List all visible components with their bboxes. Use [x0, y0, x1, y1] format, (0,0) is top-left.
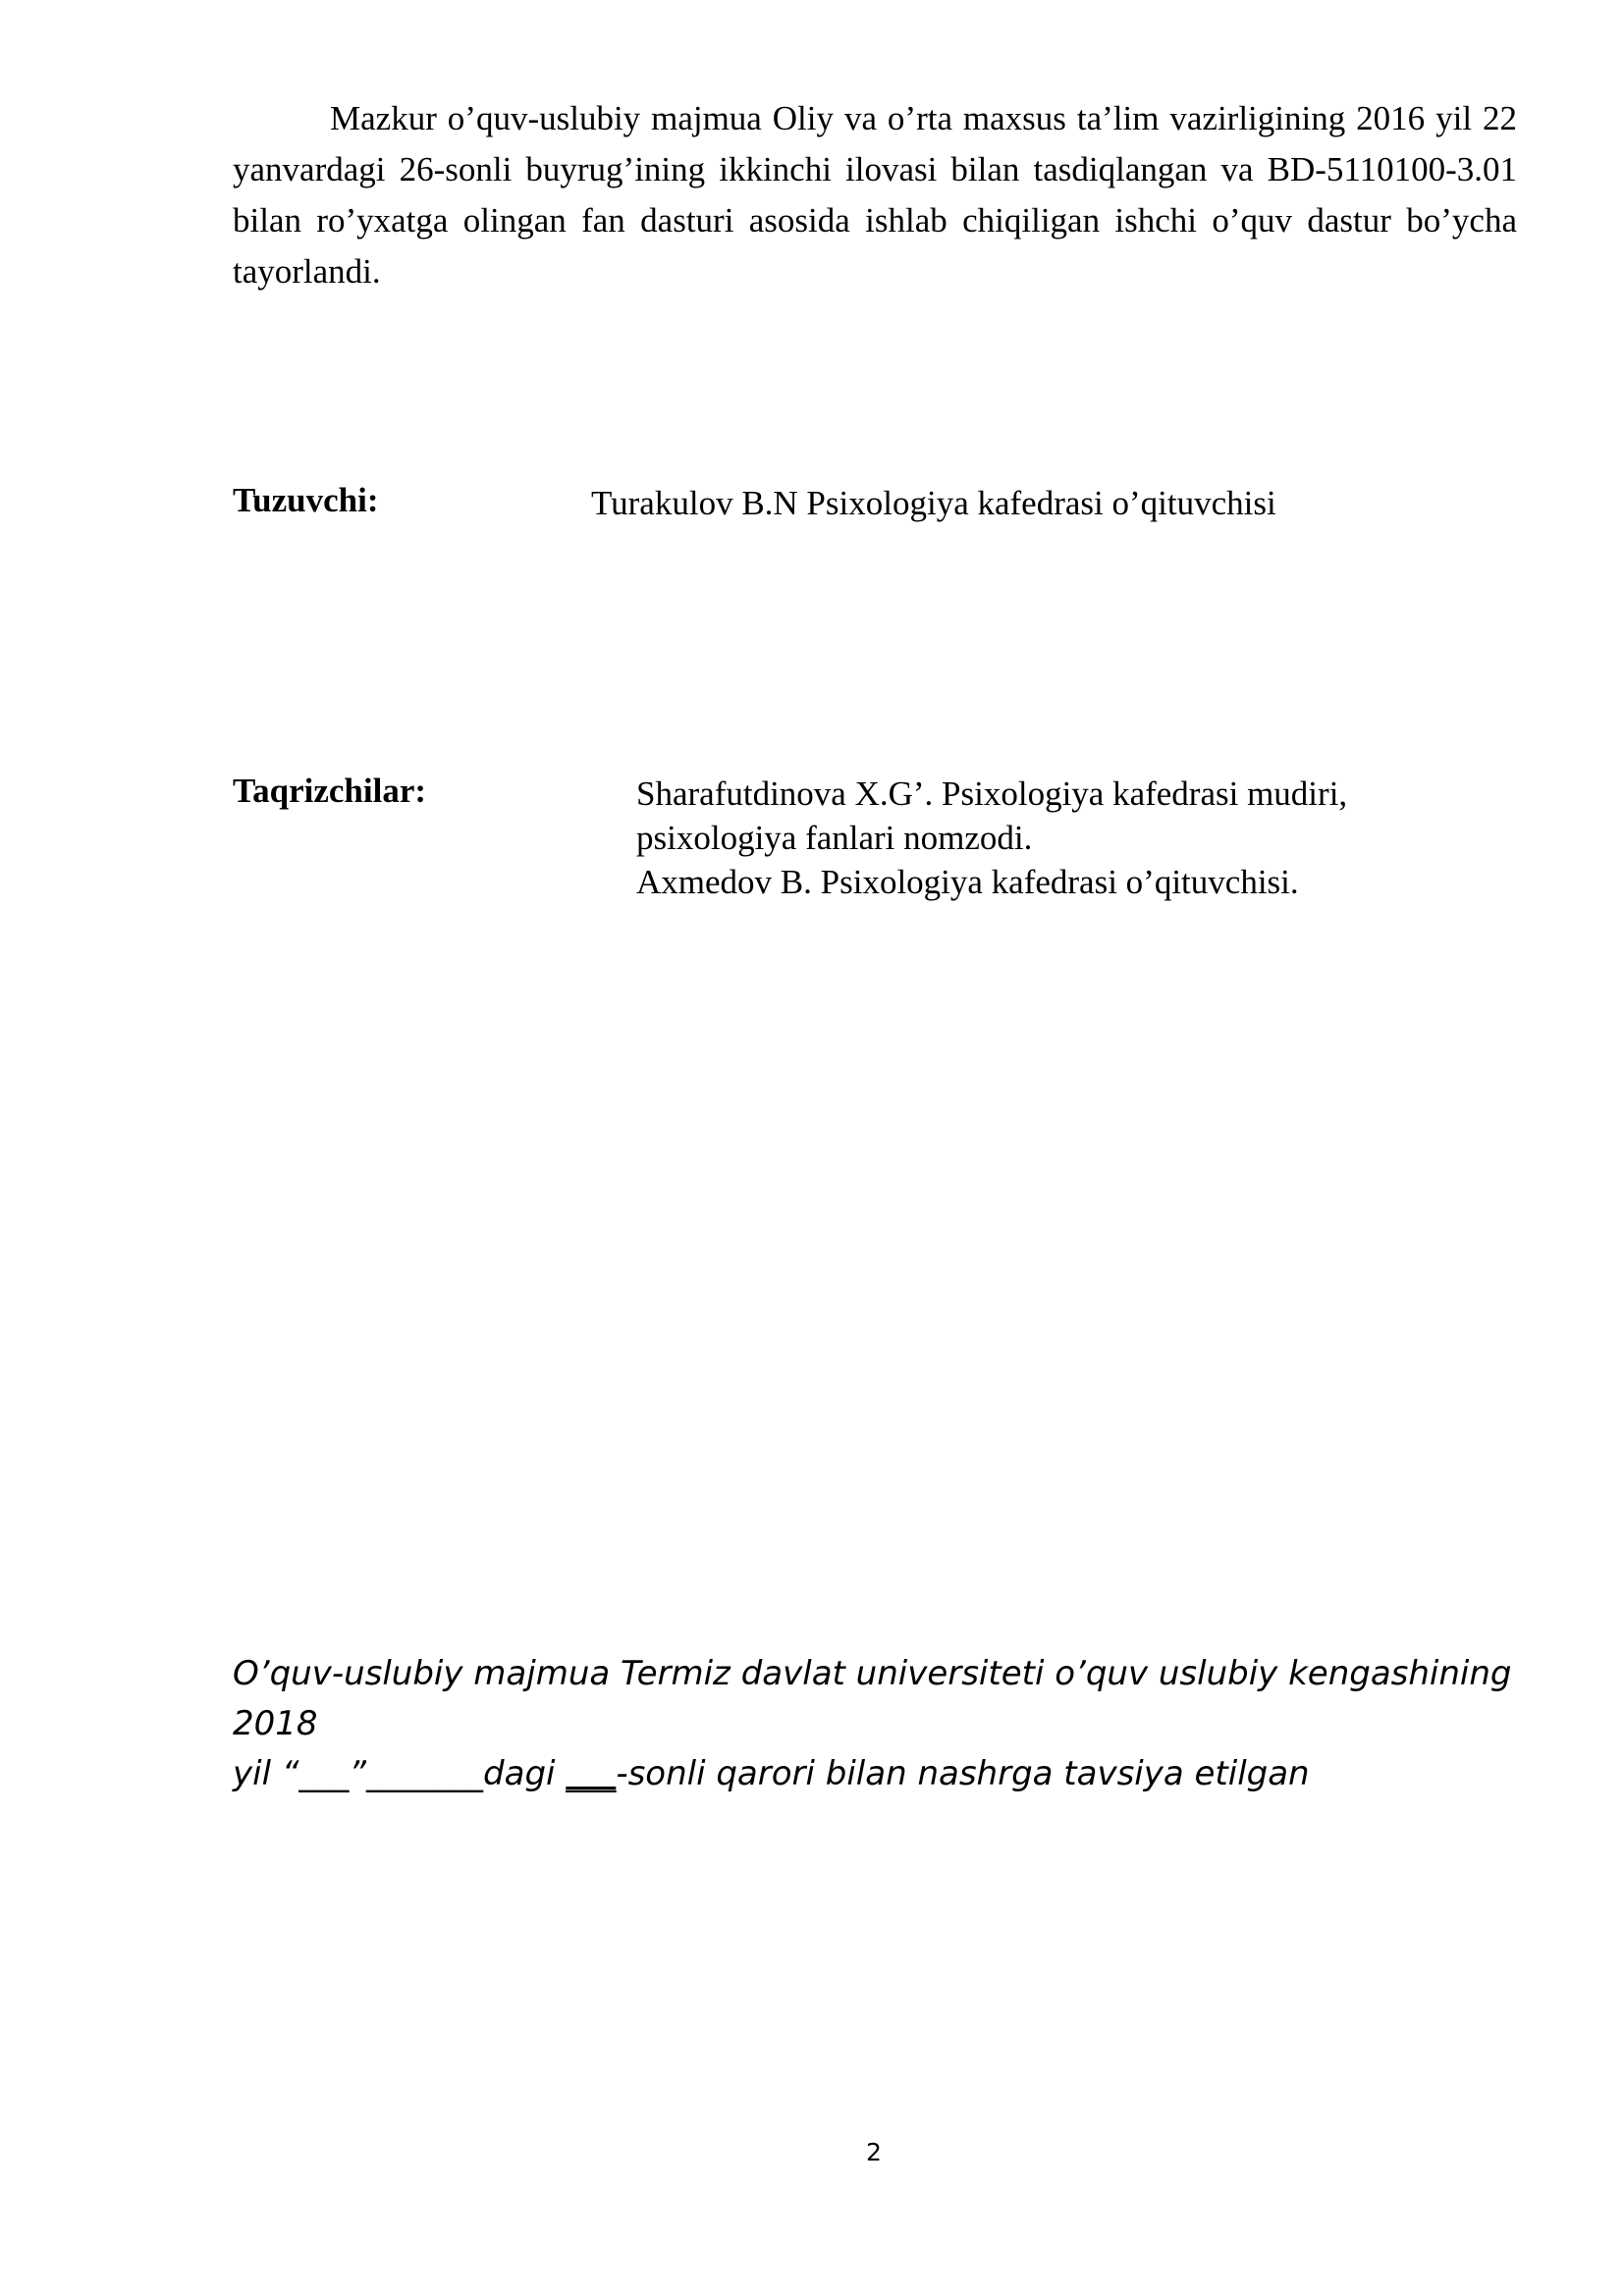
reviewer-line: psixologiya fanlari nomzodi. — [636, 819, 1033, 857]
reviewer-line: Sharafutdinova X.G’. Psixologiya kafedrasi mudiri, — [636, 774, 1348, 813]
reviewers-label: Taqrizchilar: — [233, 772, 427, 810]
reviewers-list — [636, 772, 1347, 904]
author-value: Turakulov B.N Psixologiya kafedrasi o’qituvchisi — [591, 484, 1276, 522]
intro-paragraph: Mazkur o’quv-uslubiy majmua Oliy va o’rta maxsus ta’lim vazirligining 2016 yil 22 yanvardagi 26-sonli buyrug’ining ikkinchi ilovasi bilan tasdiqlangan va BD-5110100-3.01 bilan ro’yxatga olingan fan dasturi asosida ishlab chiqiligan ishchi o’quv dastur bo’ycha tayorlandi. — [233, 99, 1517, 291]
approval-line-2-suffix: -sonli qarori bilan nashrga tavsiya etilgan — [616, 1754, 1310, 1793]
approval-line-2-prefix: yil “___”_______dagi — [233, 1754, 567, 1793]
approval-number-blank: ___ — [566, 1754, 617, 1793]
page-number: 2 — [866, 2138, 882, 2166]
approval-line-1: O’quv-uslubiy majmua Termiz davlat universiteti o’quv uslubiy kengashining 2018 — [233, 1654, 1512, 1743]
approval-note — [233, 1649, 1519, 1799]
author-label: Tuzuvchi: — [233, 481, 379, 519]
reviewer-line: Axmedov B. Psixologiya kafedrasi o’qituvchisi. — [636, 863, 1299, 901]
